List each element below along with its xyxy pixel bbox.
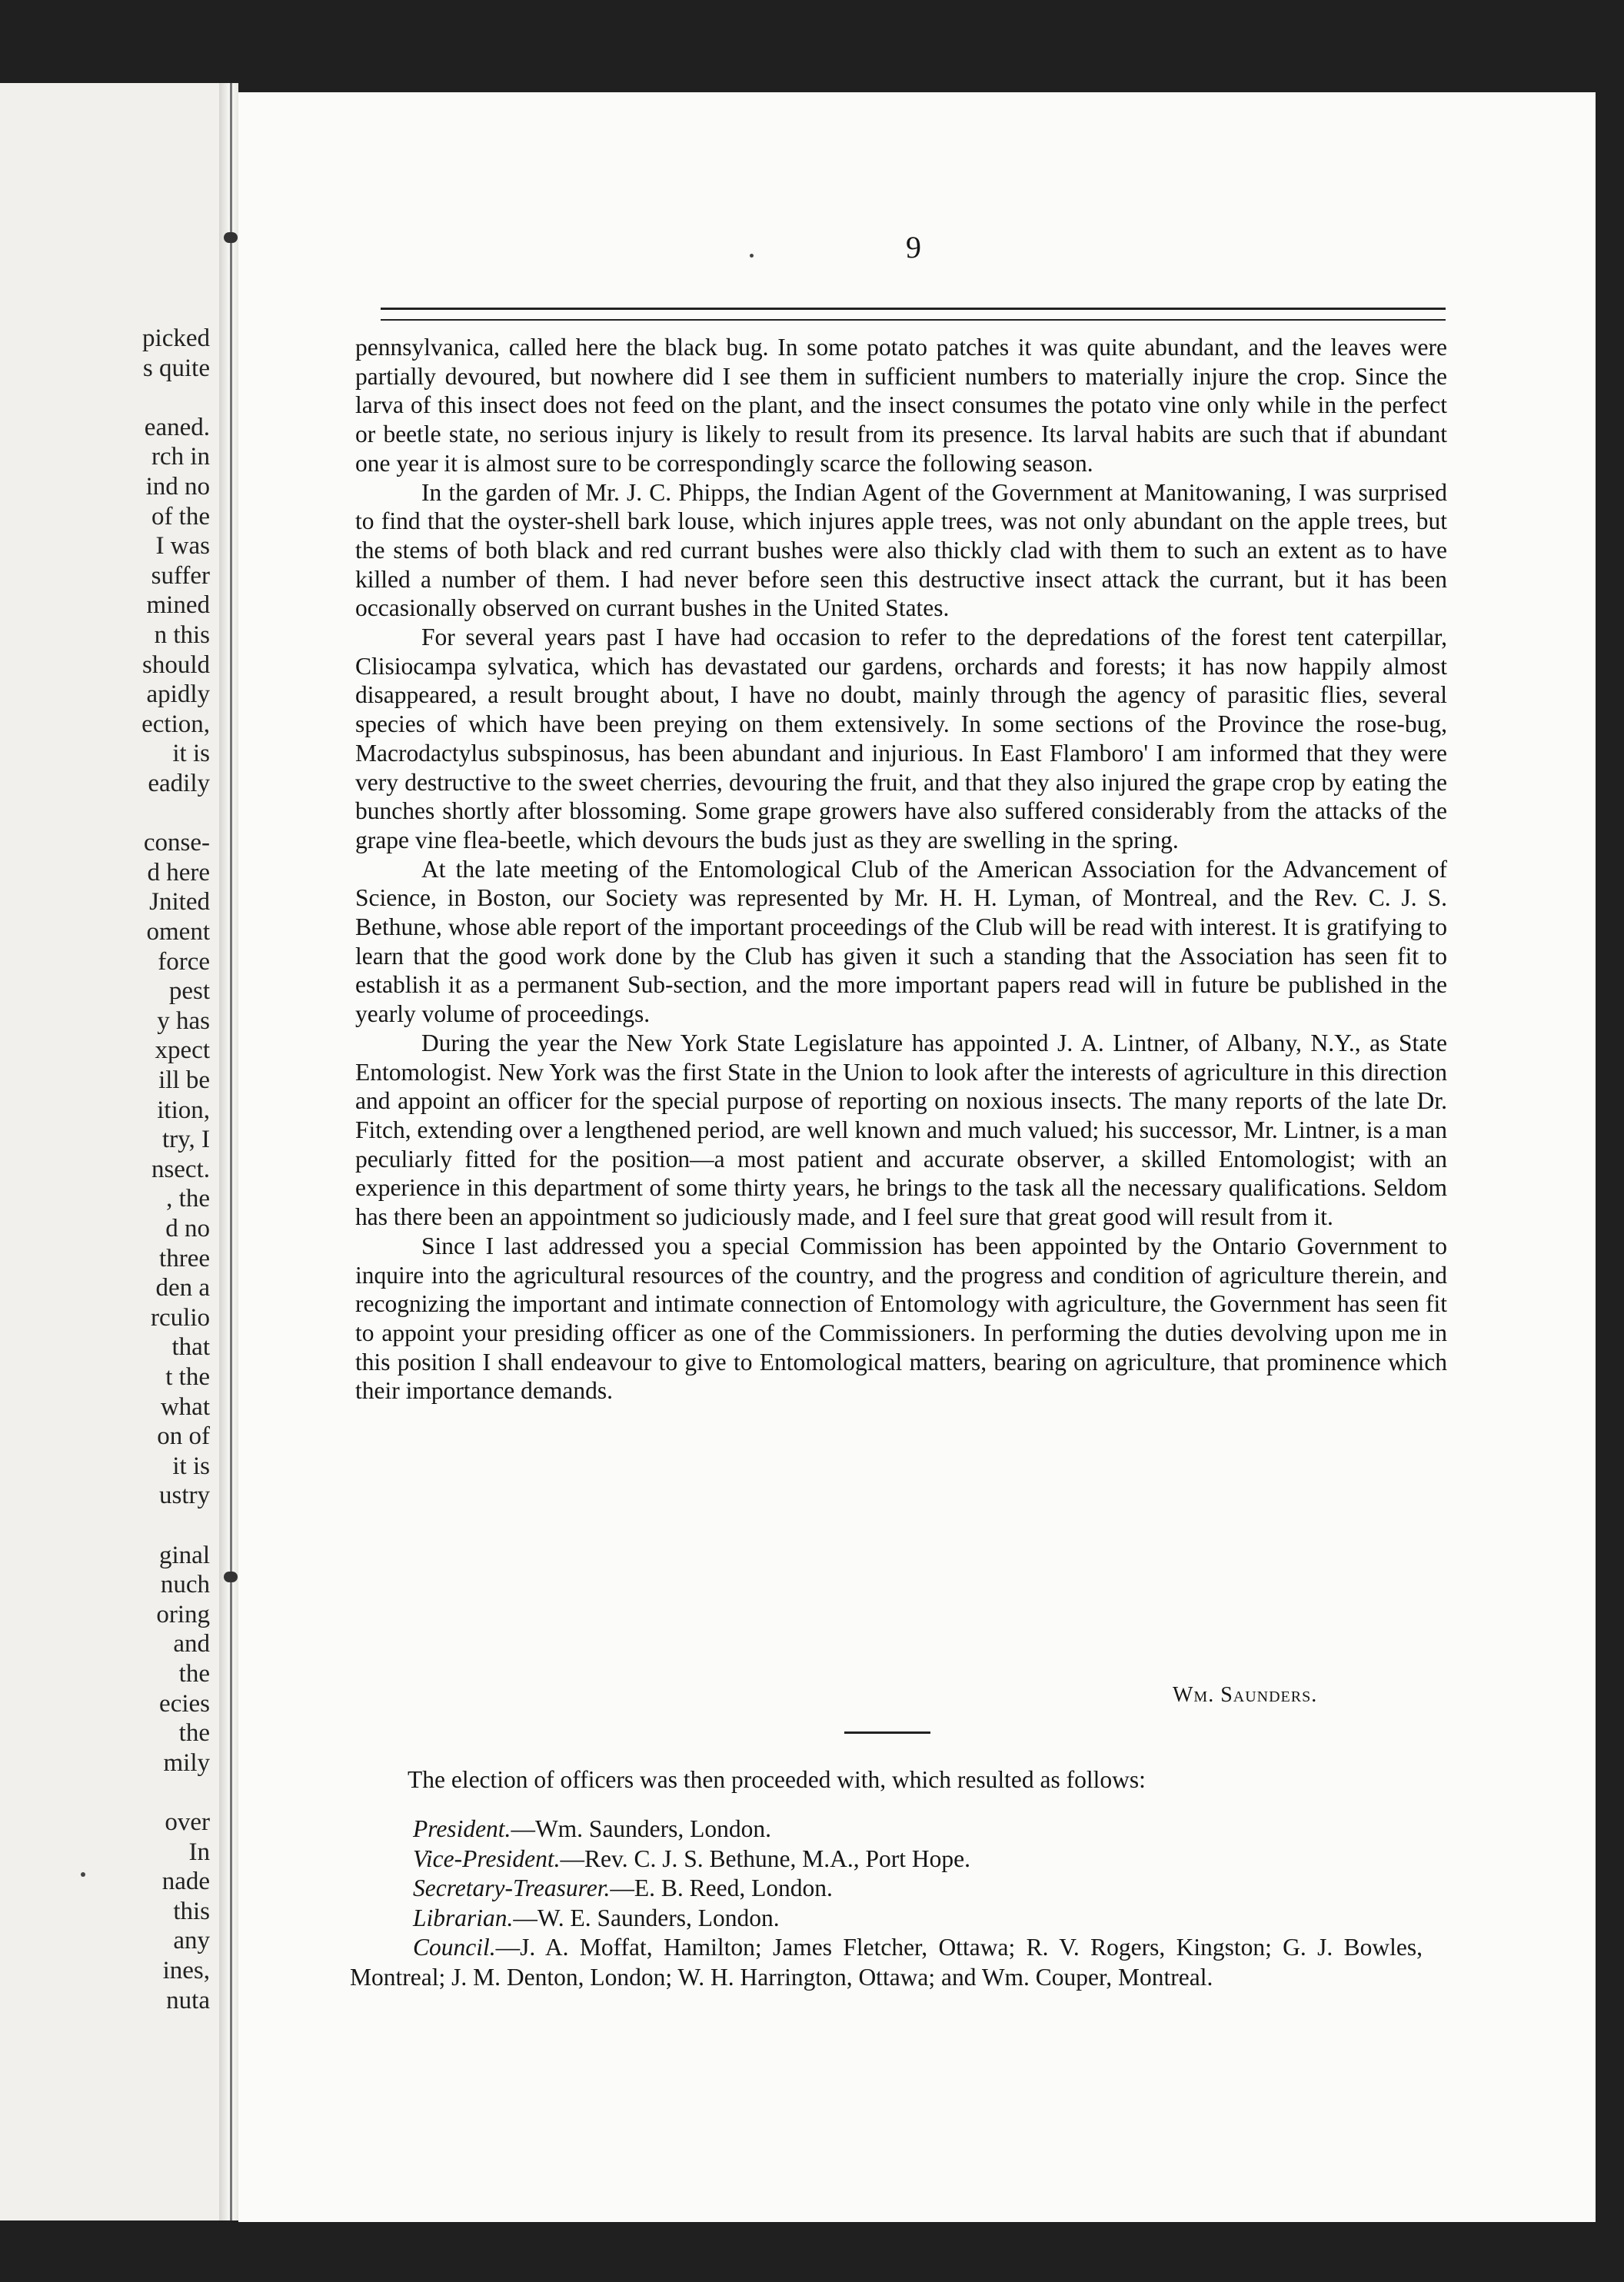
officer-names: —J. A. Moffat, Hamilton; James Fletcher, Ottawa; R. V. Rogers, Kingston; G. J. Bowles, Montreal; J. M. Denton, London; W. H. Harrington, Ottawa; and Wm. Couper, Montreal. <box>350 1934 1423 1991</box>
left-page-fragment: this <box>173 1897 210 1925</box>
left-page-fragment: den a <box>155 1274 210 1302</box>
left-page-fragment: try, I <box>161 1126 210 1154</box>
left-page-fragment: t the <box>165 1363 210 1391</box>
paragraph: For several years past I have had occasion to refer to the depredations of the forest tent caterpillar, Clisiocampa sylvatica, which has devastated our gardens, orchards and forests; it has now happily almost disappeared, a result brought about, I have no doubt, mainly through the agency of parasitic flies, several species of which have been preying on them extensively. In some sections of the Province the rose-bug, Macrodactylus subspinosus, has been abundant and injurious. In East Flamboro' I am informed that they were very destructive to the sweet cherries, devouring the fruit, and that they also injured the grape crop by eating the bunches shortly after blossoming. Some grape growers have also suffered considerably from the attacks of the grape vine flea-beetle, which devours the buds just as they are swelling in the spring. <box>355 624 1447 853</box>
left-page-fragment: rculio <box>151 1303 210 1332</box>
header-double-rule <box>381 308 1446 321</box>
left-page-fragment: eadily <box>148 770 210 797</box>
left-page-fragment: should <box>141 650 210 679</box>
officer-row <box>350 1874 1423 1904</box>
left-page-fragment: , the <box>166 1185 210 1213</box>
left-page-fragment: conse- <box>143 829 210 857</box>
paragraph: In the garden of Mr. J. C. Phipps, the Indian Agent of the Government at Manitowaning, I was surprised to find that the oyster-shell bark louse, which injures apple trees, was not only abundant on the apple trees, but the stems of both black and red currant bushes were also thickly clad with them to such an extent as to have killed a number of them. I had never before seen this destructive insect attack the currant, but it has been occasionally observed on currant bushes in the United States. <box>355 478 1447 622</box>
left-page-fragment: nuta <box>166 1986 210 2014</box>
left-page-fragment: Jnited <box>149 888 210 916</box>
officer-row <box>350 1933 1423 1992</box>
paragraph: During the year the New York State Legislature has appointed J. A. Lintner, of Albany, N.Y., as State Entomologist. New York was the first State in the Union to look after the interests of agriculture in this direction and appoint an officer for the special purpose of reporting on noxious insects. The many reports of the late Dr. Fitch, extending over a lengthened period, are well known and much valued; his successor, Mr. Lintner, is a man peculiarly fitted for the position—a most patient and accurate observer, a skilled Entomologist; with an experience in this department of some thirty years, he brings to the task all the necessary qualifications. Seldom has there been an appointment so judiciously made, and I feel sure that great good will result from it. <box>355 1029 1447 1231</box>
left-facing-page <box>0 83 219 2220</box>
left-page-fragment: ition, <box>157 1096 210 1124</box>
left-page-fragment: n this <box>154 621 210 649</box>
left-page-fragment: nuch <box>160 1571 210 1599</box>
left-page-fragment: and <box>173 1630 210 1658</box>
page-gutter <box>219 83 238 2220</box>
signature: Wm. Saunders. <box>1173 1683 1318 1707</box>
left-page-fragment: y has <box>157 1006 210 1035</box>
left-page-fragment: ind no <box>145 473 210 501</box>
officer-names: —W. E. Saunders, London. <box>513 1904 780 1931</box>
paragraph: At the late meeting of the Entomological Club of the American Association for the Advancement of Science, in Boston, our Society was represented by Mr. H. H. Lyman, of Montreal, and the Rev. C. J. S. Bethune, whose able report of the important proceedings of the Club will be read with interest. It is gratifying to learn that the good work done by the Club has given it such a standing that the Association has seen fit to establish it as a permanent Sub-section, and the more important papers read will in future be published in the yearly volume of proceedings. <box>355 855 1447 1028</box>
left-page-fragment: the <box>178 1660 210 1688</box>
officer-names: —Rev. C. J. S. Bethune, M.A., Port Hope. <box>560 1845 971 1872</box>
body-text <box>355 333 1447 1405</box>
officer-row <box>350 1815 1423 1845</box>
left-page-fragment: on of <box>157 1422 210 1451</box>
left-page-fragment: picked <box>142 324 210 352</box>
left-page-fragment: s quite <box>142 354 210 382</box>
left-page-fragment: ecies <box>159 1689 210 1718</box>
scan-speck <box>81 1872 85 1877</box>
left-page-fragment: eaned. <box>144 413 210 441</box>
officer-row <box>350 1904 1423 1934</box>
left-page-fragment: what <box>160 1392 210 1421</box>
election-intro: The election of officers was then proceeded with, which resulted as follows: <box>408 1766 1146 1793</box>
left-page-fragment: xpect <box>155 1036 210 1065</box>
left-page-fragment: ginal <box>159 1541 210 1569</box>
left-page-fragment: mily <box>163 1748 210 1777</box>
left-page-fragment: it is <box>172 740 210 768</box>
officer-role: Librarian. <box>413 1904 514 1931</box>
officer-names: —Wm. Saunders, London. <box>511 1815 772 1842</box>
officer-role: President. <box>413 1815 511 1842</box>
left-page-fragment: ustry <box>159 1482 210 1510</box>
left-page-fragment: d here <box>147 858 210 887</box>
left-page-fragment: oring <box>156 1600 210 1628</box>
left-page-fragment: that <box>171 1333 210 1362</box>
binding-knot <box>224 1572 238 1582</box>
left-page-fragment: I was <box>155 532 210 561</box>
scan-speck <box>750 254 754 258</box>
paragraph: pennsylvanica, called here the black bug. In some potato patches it was quite abundant, and the leaves were partially devoured, but nowhere did I see them in sufficient numbers to materially injure the crop. Since the larva of this insect does not feed on the plant, and the insect consumes the potato vine only while in the perfect or beetle state, no serious injury is likely to result from its presence. Its larval habits are such that if abundant one year it is almost sure to be correspondingly scarce the following season. <box>355 334 1447 477</box>
left-page-fragment: mined <box>146 591 210 620</box>
page-number: 9 <box>906 230 921 264</box>
left-page-fragment: pest <box>168 977 210 1006</box>
officer-role: Council. <box>413 1934 496 1961</box>
left-page-fragment: it is <box>172 1452 210 1480</box>
left-page-fragment: any <box>173 1927 210 1955</box>
officer-row <box>350 1845 1423 1874</box>
left-page-fragment: suffer <box>151 561 210 590</box>
section-divider <box>844 1731 930 1734</box>
left-page-fragment: nade <box>161 1868 210 1896</box>
left-page-fragment: three <box>159 1244 210 1272</box>
officer-role: Vice-President. <box>413 1845 561 1872</box>
left-page-fragment: nsect. <box>151 1155 210 1183</box>
left-page-fragment: d no <box>165 1215 210 1242</box>
officers-list <box>350 1815 1423 1992</box>
binding-thread <box>230 83 232 2220</box>
officer-names: —E. B. Reed, London. <box>610 1874 833 1901</box>
left-page-fragment: oment <box>146 918 210 946</box>
left-page-fragment: ection, <box>141 710 210 738</box>
left-page-fragment: ill be <box>158 1066 210 1094</box>
left-page-fragment: the <box>178 1719 210 1748</box>
officer-role: Secretary-Treasurer. <box>413 1874 611 1901</box>
left-page-fragment: ines, <box>162 1957 210 1984</box>
left-page-fragment: force <box>158 947 210 976</box>
left-page-fragment: In <box>188 1838 210 1866</box>
paragraph: Since I last addressed you a special Commission has been appointed by the Ontario Government to inquire into the agricultural resources of the country, and the progress and condition of agriculture therein, and recognizing the important and intimate connection of Entomology with agriculture, the Government has seen fit to appoint your presiding officer as one of the Commissioners. In performing the duties devolving upon me in this position I shall endeavour to give to Entomological matters, bearing on agriculture, that prominence which their importance demands. <box>355 1232 1447 1405</box>
binding-knot <box>224 232 238 243</box>
left-page-fragment: over <box>165 1808 210 1836</box>
left-page-fragment: of the <box>151 502 210 531</box>
left-page-fragment: apidly <box>146 680 210 709</box>
left-page-fragment: rch in <box>151 443 210 471</box>
